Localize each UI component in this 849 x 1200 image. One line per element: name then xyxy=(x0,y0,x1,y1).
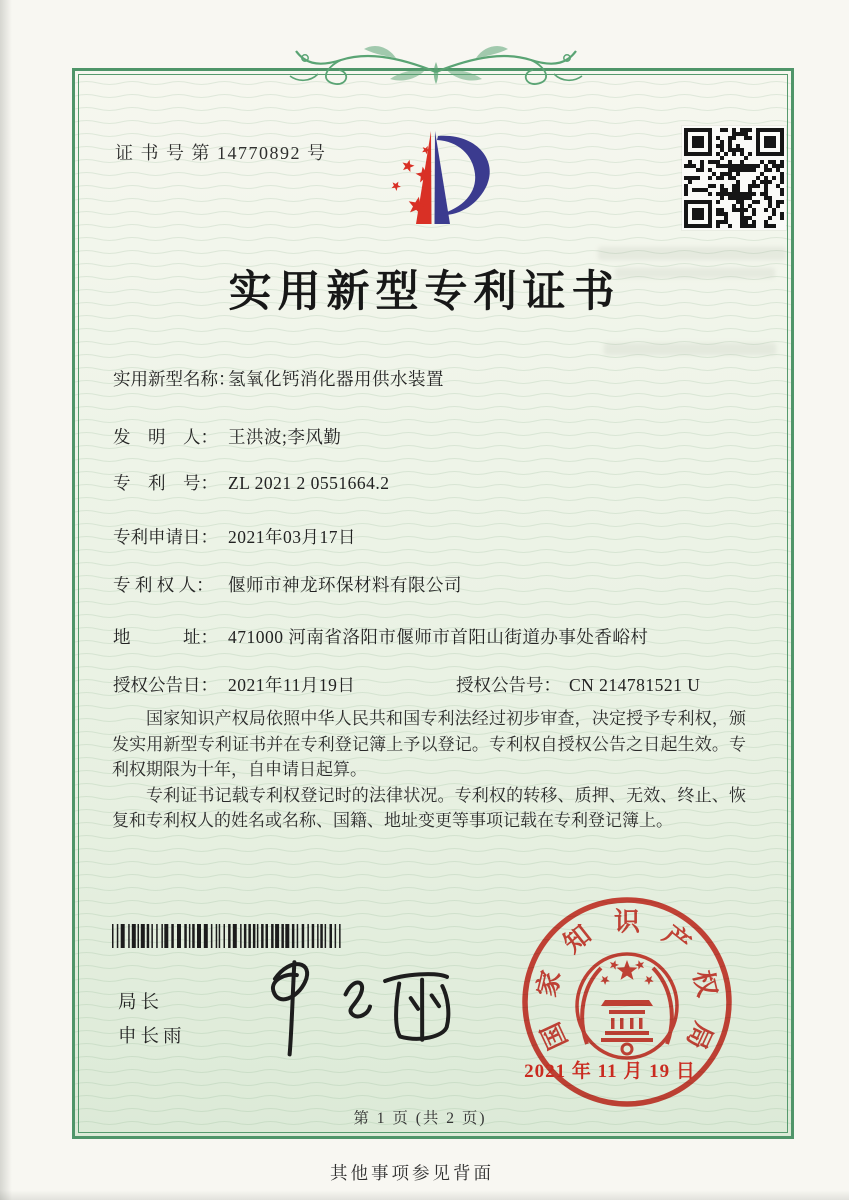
svg-text:局: 局 xyxy=(680,1017,719,1054)
grant-number: CN 214781521 U xyxy=(569,675,701,695)
field-row-filing-date xyxy=(113,524,753,549)
field-label: 发 明 人： xyxy=(113,427,218,447)
grant-date: 2021年11月19日 xyxy=(228,675,356,695)
field-label: 实用新型名称： xyxy=(113,369,236,389)
svg-text:国: 国 xyxy=(535,1017,574,1054)
certificate-number: 证 书 号 第 14770892 号 xyxy=(115,143,327,163)
barcode-icon xyxy=(112,924,344,948)
legal-text-block xyxy=(112,706,746,834)
back-side-note: 其他事项参见背面 xyxy=(330,1163,494,1183)
field-label: 专利申请日： xyxy=(113,527,218,547)
svg-text:家: 家 xyxy=(532,967,567,1000)
certificate-title: 实用新型专利证书 xyxy=(228,269,621,316)
signer-block xyxy=(118,986,186,1054)
svg-text:识: 识 xyxy=(613,907,641,937)
field-value: 2021年03月17日 xyxy=(228,527,356,547)
field-label: 专 利 权 人： xyxy=(113,575,214,595)
page-number: 第 1 页 (共 2 页) xyxy=(353,1110,487,1127)
national-emblem-icon xyxy=(577,954,677,1058)
svg-text:产: 产 xyxy=(657,919,696,959)
field-value: 王洪波;李风勤 xyxy=(228,427,342,447)
field-row-name xyxy=(113,366,753,391)
signer-title: 局长 xyxy=(118,993,164,1013)
scan-edge-shadow xyxy=(0,1190,849,1200)
field-value: ZL 2021 2 0551664.2 xyxy=(228,473,390,493)
cnipa-logo-icon xyxy=(374,126,504,234)
field-label: 授权公告号： xyxy=(456,675,561,695)
field-row-address xyxy=(113,624,753,649)
svg-text:知: 知 xyxy=(558,919,597,959)
field-row-inventor xyxy=(113,424,753,449)
scan-edge-shadow xyxy=(0,0,12,1200)
signer-name: 申长雨 xyxy=(118,1027,186,1047)
signature-shen-changyu-icon xyxy=(246,948,470,1066)
svg-text:权: 权 xyxy=(687,967,722,1000)
field-row-patent-no xyxy=(113,470,753,495)
field-value: 偃师市神龙环保材料有限公司 xyxy=(228,575,462,595)
legal-paragraph: 国家知识产权局依照中华人民共和国专利法经过初步审查，决定授予专利权，颁发实用新型专利证书并在专利登记簿上予以登记。专利权自授权公告之日起生效。专利权期限为十年，自申请日起算。 xyxy=(112,709,746,779)
seal-date: 2021 年 11 月 19 日 xyxy=(524,1061,696,1082)
qr-code-icon xyxy=(682,126,786,230)
ornament-flourish-icon xyxy=(276,38,596,100)
field-label: 地 址： xyxy=(113,627,218,647)
field-value: 471000 河南省洛阳市偃师市首阳山街道办事处香峪村 xyxy=(228,627,649,647)
field-value: 氢氧化钙消化器用供水装置 xyxy=(228,369,444,389)
field-label: 专 利 号： xyxy=(113,473,218,493)
field-row-patentee xyxy=(113,572,753,597)
field-row-grant xyxy=(113,672,753,697)
show-through-smudge xyxy=(604,343,776,355)
field-label: 授权公告日： xyxy=(113,675,218,695)
legal-paragraph: 专利证书记载专利权登记时的法律状况。专利权的转移、质押、无效、终止、恢复和专利权人的姓名或名称、国籍、地址变更等事项记载在专利登记簿上。 xyxy=(112,785,746,830)
